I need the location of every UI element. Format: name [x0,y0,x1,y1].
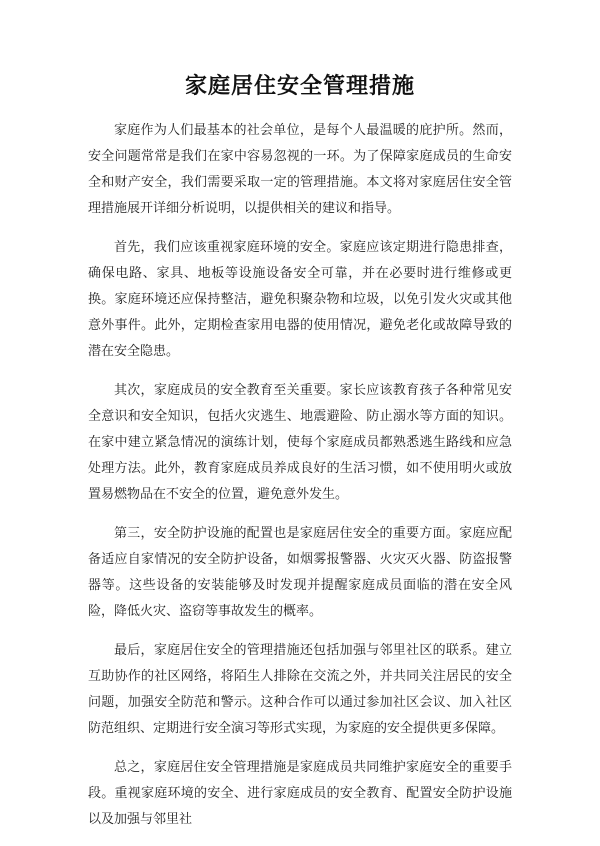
paragraph-intro: 家庭作为人们最基本的社会单位，是每个人最温暖的庇护所。然而，安全问题常常是我们在家中容易忽视的一环。为了保障家庭成员的生命安全和财产安全，我们需要采取一定的管理措施。本文将对家庭居住安全管理措施展开详细分析说明，以提供相关的建议和指导。 [88,123,512,216]
document-body [88,118,512,846]
paragraph-education: 其次，家庭成员的安全教育至关重要。家长应该教育孩子各种常见安全意识和安全知识，包括火灾逃生、地震避险、防止溺水等方面的知识。在家中建立紧急情况的演练计划，使每个家庭成员都熟悉逃生路线和应急处理方法。此外，教育家庭成员养成良好的生活习惯，如不使用明火或放置易燃物品在不安全的位置，避免意外发生。 [88,383,512,502]
paragraph-community: 最后，家庭居住安全的管理措施还包括加强与邻里社区的联系。建立互助协作的社区网络，将陌生人排除在交流之外，并共同关注居民的安全问题，加强安全防范和警示。这种合作可以通过参加社区会议、加入社区防范组织、定期进行安全演习等形式实现，为家庭的安全提供更多保障。 [88,643,512,736]
page-title: 家庭居住安全管理措施 [184,74,415,99]
paragraph-conclusion: 总之，家庭居住安全管理措施是家庭成员共同维护家庭安全的重要手段。重视家庭环境的安全、进行家庭成员的安全教育、配置安全防护设施以及加强与邻里社 [88,760,512,827]
paragraph-facilities: 第三，安全防护设施的配置也是家庭居住安全的重要方面。家庭应配备适应自家情况的安全防护设备，如烟雾报警器、火灾灭火器、防盗报警器等。这些设备的安装能够及时发现并提醒家庭成员面临的潜在安全风险，降低火灾、盗窃等事故发生的概率。 [88,526,512,619]
paragraph-environment: 首先，我们应该重视家庭环境的安全。家庭应该定期进行隐患排查，确保电路、家具、地板等设施设备安全可靠，并在必要时进行维修或更换。家庭环境还应保持整洁，避免积聚杂物和垃圾，以免引发火灾或其他意外事件。此外，定期检查家用电器的使用情况，避免老化或故障导致的潜在安全隐患。 [88,240,512,359]
